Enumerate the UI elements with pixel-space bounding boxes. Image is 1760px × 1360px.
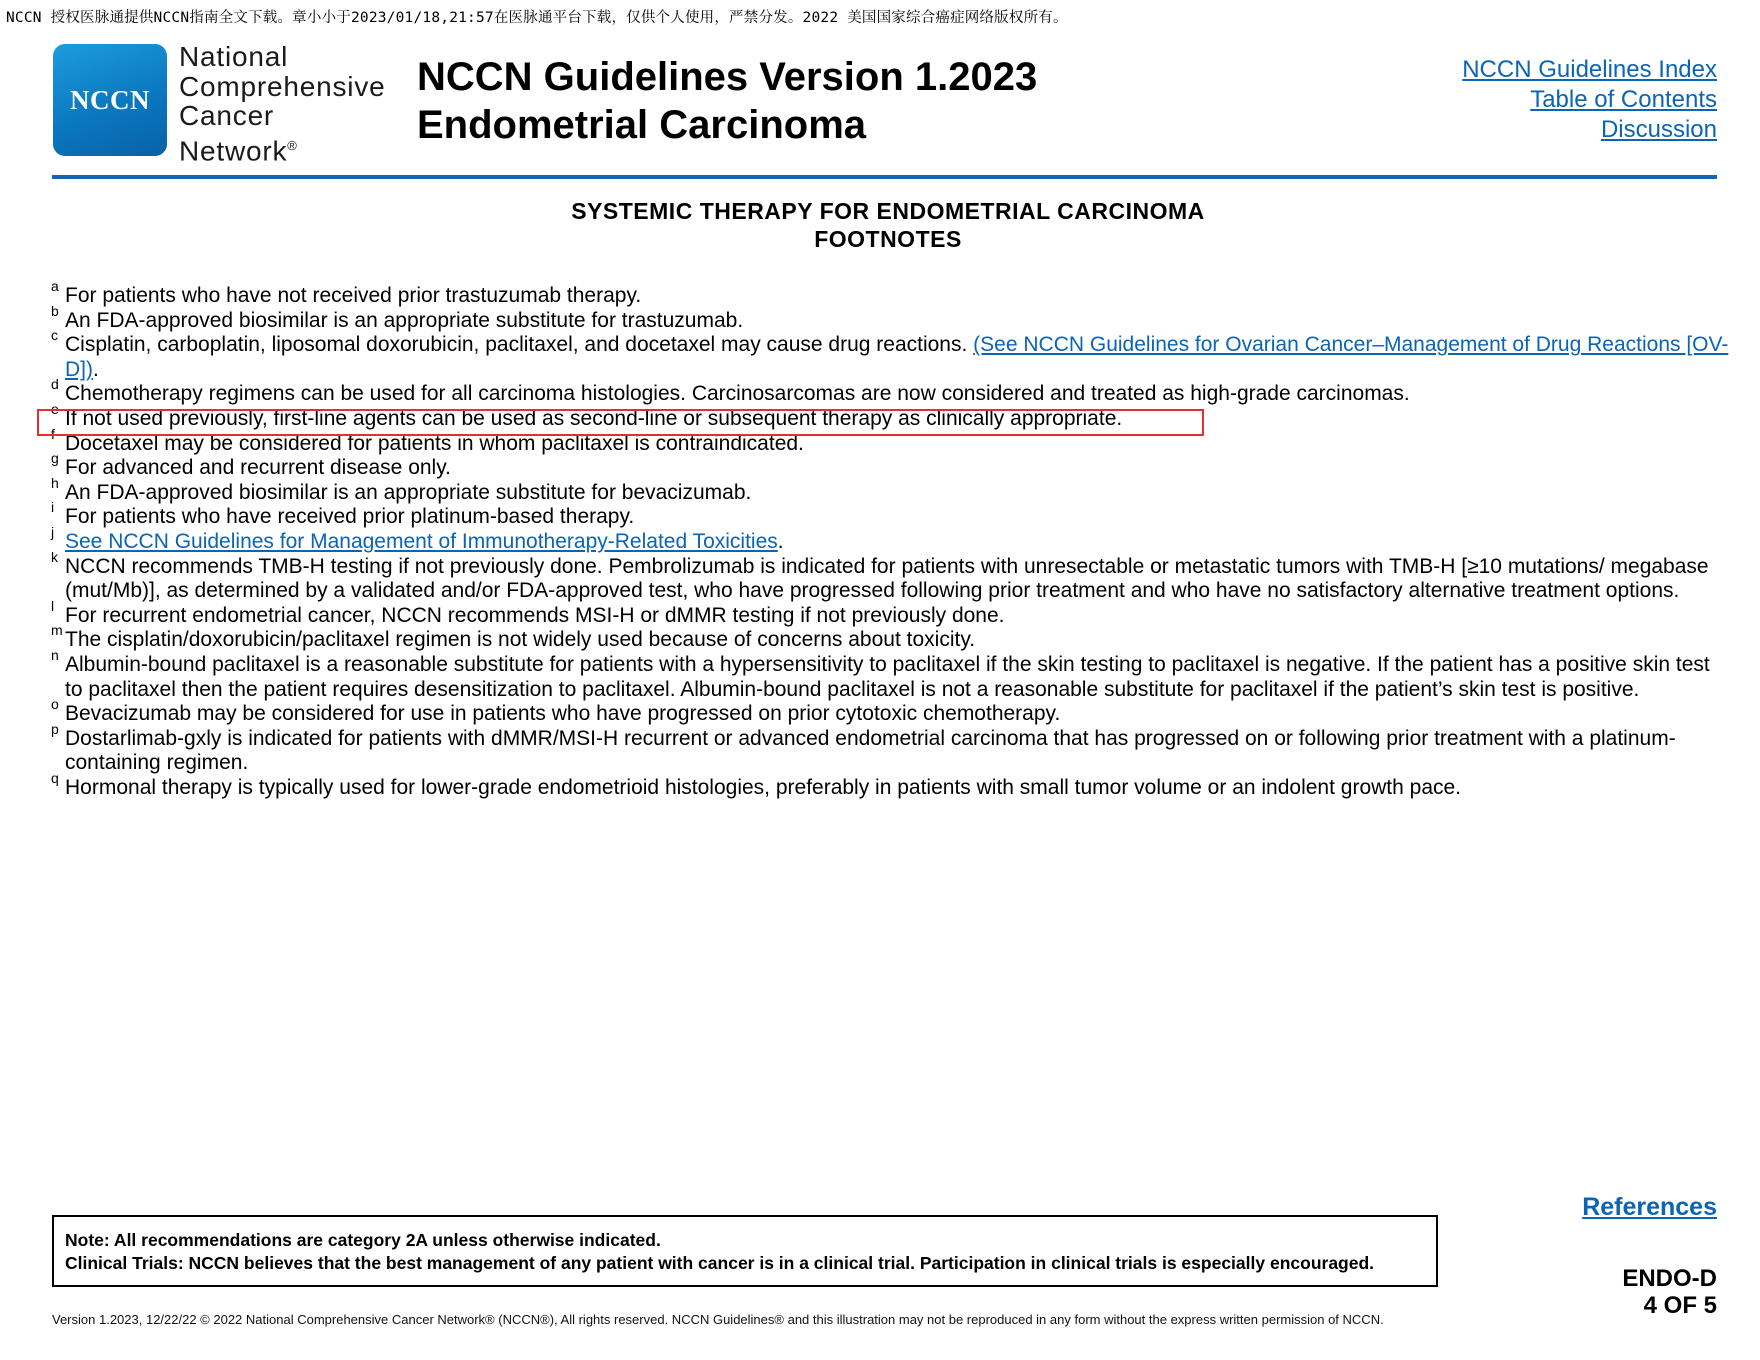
footnote-n (50, 646, 1730, 702)
footnote-letter: e (51, 400, 59, 417)
footnote-text: For patients who have received prior platinum-based therapy. (65, 505, 635, 529)
footnote-text: NCCN recommends TMB-H testing if not previously done. Pembrolizumab is indicated for patients with unresectable or metastatic tumors with TMB-H [≥10 mutations/ megabase (mut/Mb)], as determined by a validated and/or FDA-approved test, who have progressed following prior treatment and who have no satisfactory alternative treatment options. (65, 554, 1709, 603)
footnote-letter: g (51, 450, 59, 467)
clinical-trials-note: Clinical Trials: NCCN believes that the best management of any patient with cancer is in a clinical trial. Participation in clinical trials is especially encouraged. (65, 1253, 1375, 1273)
footnote-letter: n (51, 646, 59, 663)
references-link[interactable]: References (1582, 1193, 1717, 1221)
footnote-text: If not used previously, first-line agents can be used as second-line or subsequent therapy as clinically appropriate. (65, 406, 1123, 430)
footnote-text: For recurrent endometrial cancer, NCCN recommends MSI-H or dMMR testing if not previously done. (65, 603, 1005, 627)
footnote-b (50, 302, 1730, 334)
footnote-list (50, 278, 1730, 800)
footnote-text: Docetaxel may be considered for patients in whom paclitaxel is contraindicated. (65, 431, 804, 455)
organization-name (179, 42, 386, 165)
logo-text: NCCN (70, 84, 150, 115)
guideline-nav-links (1462, 55, 1717, 145)
org-name-line: Comprehensive (179, 70, 386, 102)
page-number: 4 OF 5 (1643, 1292, 1717, 1319)
footnote-text: The cisplatin/doxorubicin/paclitaxel regimen is not widely used because of concerns about toxicity. (65, 628, 976, 652)
org-name-line: Network® (179, 134, 298, 166)
footnote-text: An FDA-approved biosimilar is an appropriate substitute for trastuzumab. (65, 308, 744, 332)
footnote-text: For advanced and recurrent disease only. (65, 456, 451, 480)
guideline-version-title: NCCN Guidelines Version 1.2023 (417, 55, 1038, 99)
org-name-line: National (179, 41, 289, 72)
table-of-contents-link[interactable]: Table of Contents (1530, 86, 1717, 113)
footnote-g (50, 450, 1730, 481)
highlight-box-footnote-e (37, 406, 1204, 436)
footnote-m (50, 622, 1730, 653)
footnote-letter: k (51, 548, 58, 565)
footnote-d (50, 376, 1730, 407)
section-heading (0, 197, 1760, 253)
org-name-line: Cancer (179, 100, 275, 131)
footnote-text: Chemotherapy regimens can be used for all carcinoma histologies. Carcinosarcomas are now considered and treated as high-grade carcinomas. (65, 382, 1410, 406)
footnote-punctuation: . (93, 357, 99, 381)
nccn-logo (53, 44, 167, 156)
immunotherapy-toxicities-link[interactable]: See NCCN Guidelines for Management of Immunotherapy-Related Toxicities (65, 529, 778, 553)
footnote-h (50, 474, 1730, 506)
footnote-text: Dostarlimab-gxly is indicated for patients with dMMR/MSI-H recurrent or advanced endometrial carcinoma that has progressed on or following prior treatment with a platinum-containing regimen. (65, 726, 1676, 775)
page-title (417, 53, 1037, 149)
footnote-l (50, 597, 1730, 629)
guideline-topic-title: Endometrial Carcinoma (417, 103, 867, 147)
footnote-punctuation: . (777, 529, 784, 553)
footnote-text: For patients who have not received prior trastuzumab therapy. (65, 284, 642, 307)
category-note: Note: All recommendations are category 2A unless otherwise indicated. (65, 1230, 661, 1250)
footnote-letter: f (51, 425, 55, 442)
footnote-letter: l (51, 597, 55, 614)
download-watermark: NCCN 授权医脉通提供NCCN指南全文下载。章小小于2023/01/18,21:57在医脉通平台下载，仅供个人使用，严禁分发。2022 美国国家综合癌症网络版权所有。 (6, 10, 1068, 26)
footnote-text: Albumin-bound paclitaxel is a reasonable substitute for patients with a hypersensitivity to paclitaxel if the skin testing to paclitaxel is negative. If the patient has a positive skin test to paclitaxel then the patient requires desensitization to paclitaxel. Albumin-bound paclitaxel is not a reasonable substitute for paclitaxel if the patient’s skin test is positive. (65, 652, 1710, 701)
footnote-text: An FDA-approved biosimilar is an appropriate substitute for bevacizumab. (65, 480, 752, 504)
footnote-letter: a (51, 278, 59, 294)
note-box (52, 1215, 1438, 1287)
ovarian-drug-reactions-link[interactable]: (See NCCN Guidelines for Ovarian Cancer–Management of Drug Reactions [OV-D]) (65, 333, 1729, 381)
discussion-link[interactable]: Discussion (1600, 116, 1717, 143)
footnote-letter: i (51, 499, 55, 516)
registered-mark: ® (287, 137, 298, 153)
footnote-letter: j (51, 523, 55, 540)
footnote-letter: h (51, 474, 59, 491)
guidelines-index-link[interactable]: NCCN Guidelines Index (1462, 56, 1717, 83)
footnote-a (50, 278, 1730, 309)
footnote-q (50, 769, 1730, 801)
footnote-p (50, 720, 1730, 776)
footnote-letter: b (51, 302, 59, 319)
copyright-notice: Version 1.2023, 12/22/22 © 2022 National Comprehensive Cancer Network® (NCCN®), All rights reserved. NCCN Guidelines® and this illustration may not be reproduced in any form without the express written permission of NCCN. (52, 1312, 1384, 1327)
page-code: ENDO-D (1622, 1265, 1717, 1292)
footnote-o (50, 696, 1730, 727)
footnote-i (50, 499, 1730, 530)
footnote-text: Cisplatin, carboplatin, liposomal doxorubicin, paclitaxel, and docetaxel may cause drug reactions. (65, 333, 974, 357)
footnote-text: Hormonal therapy is typically used for lower-grade endometrioid histologies, preferably in patients with small tumor volume or an indolent growth pace. (65, 775, 1462, 799)
footnote-letter: q (51, 769, 59, 786)
footnote-j (50, 523, 1730, 555)
footnote-letter: p (51, 720, 59, 737)
section-subtitle: FOOTNOTES (814, 226, 962, 252)
footnote-text: Bevacizumab may be considered for use in patients who have progressed on prior cytotoxic chemotherapy. (65, 702, 1061, 726)
footnote-letter: m (51, 622, 63, 639)
section-title: SYSTEMIC THERAPY FOR ENDOMETRIAL CARCINOMA (571, 198, 1205, 224)
footnote-letter: c (51, 327, 58, 344)
footnote-letter: o (51, 696, 59, 713)
footnote-letter: d (51, 376, 59, 393)
footnote-c (50, 327, 1730, 382)
header-divider (52, 175, 1717, 179)
footnote-k (50, 548, 1730, 604)
page-identifier (1622, 1265, 1717, 1319)
